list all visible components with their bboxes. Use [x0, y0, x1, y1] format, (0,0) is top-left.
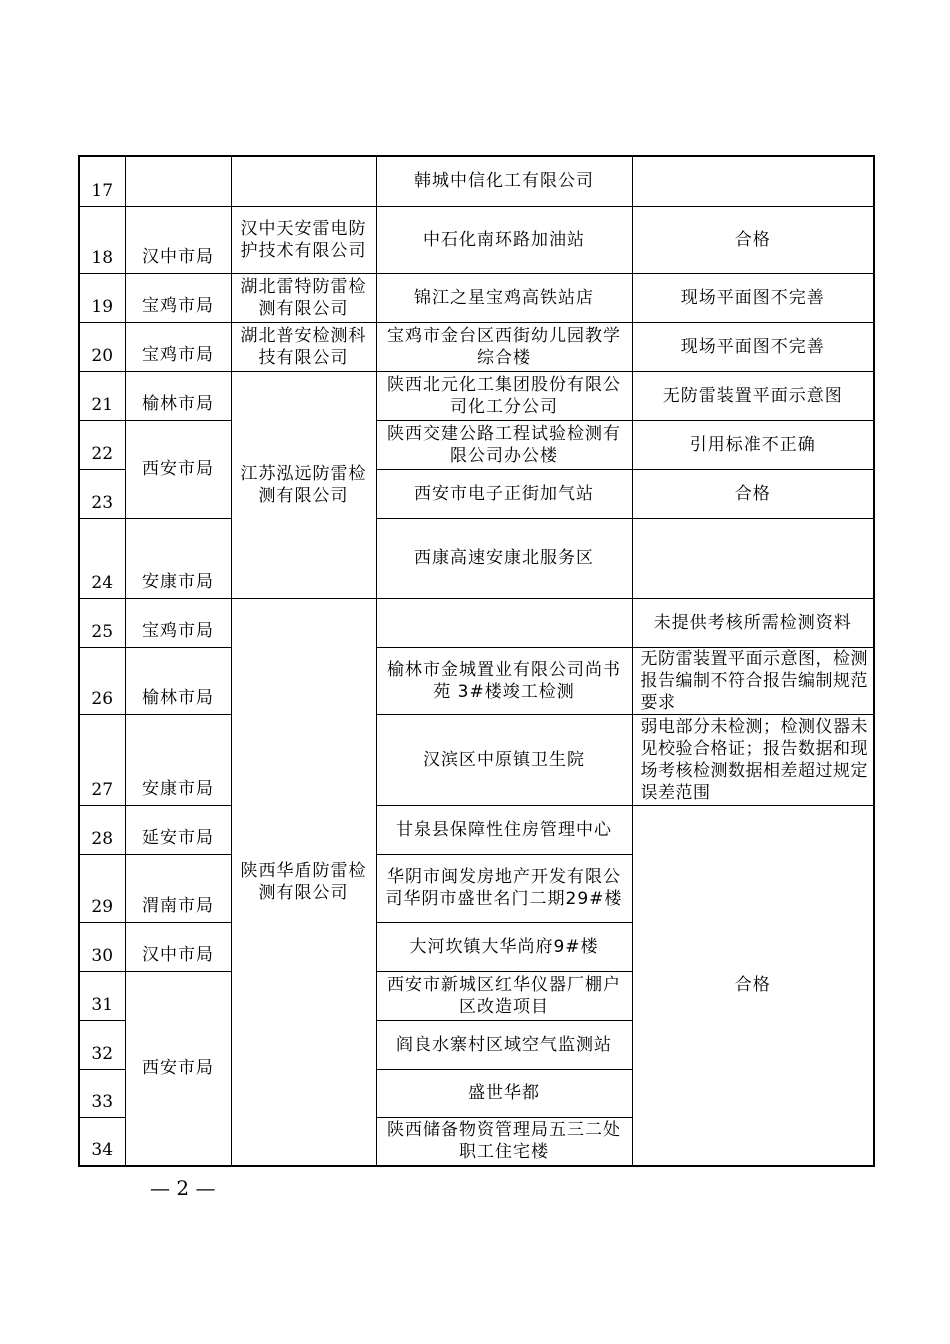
row-number: 32	[79, 1020, 125, 1069]
row-number: 34	[79, 1117, 125, 1166]
city-bureau-cell: 宝鸡市局	[125, 598, 231, 647]
table-row	[79, 598, 874, 647]
result-cell	[632, 156, 874, 206]
city-bureau-cell: 西安市局	[125, 420, 231, 518]
row-number: 21	[79, 371, 125, 420]
project-cell: 西安市新城区红华仪器厂棚户区改造项目	[376, 971, 632, 1020]
project-cell: 阎良水寨村区域空气监测站	[376, 1020, 632, 1069]
project-cell: 中石化南环路加油站	[376, 206, 632, 273]
inspection-table	[78, 155, 875, 1167]
row-number: 30	[79, 922, 125, 971]
row-number: 22	[79, 420, 125, 469]
table-row	[79, 322, 874, 371]
result-cell: 合格	[632, 206, 874, 273]
row-number: 26	[79, 647, 125, 714]
row-number: 18	[79, 206, 125, 273]
row-number: 23	[79, 469, 125, 518]
result-cell: 现场平面图不完善	[632, 322, 874, 371]
city-bureau-cell: 安康市局	[125, 714, 231, 805]
project-cell: 西康高速安康北服务区	[376, 518, 632, 598]
table-row	[79, 805, 874, 854]
city-bureau-cell: 延安市局	[125, 805, 231, 854]
project-cell: 陕西北元化工集团股份有限公司化工分公司	[376, 371, 632, 420]
city-bureau-cell: 宝鸡市局	[125, 273, 231, 322]
project-cell: 陕西储备物资管理局五三二处职工住宅楼	[376, 1117, 632, 1166]
result-cell: 无防雷装置平面示意图，检测报告编制不符合报告编制规范要求	[632, 647, 874, 714]
project-cell: 甘泉县保障性住房管理中心	[376, 805, 632, 854]
project-cell: 华阴市闽发房地产开发有限公司华阴市盛世名门二期29#楼	[376, 854, 632, 922]
project-cell: 西安市电子正街加气站	[376, 469, 632, 518]
result-cell	[632, 518, 874, 598]
city-bureau-cell: 宝鸡市局	[125, 322, 231, 371]
project-cell: 陕西交建公路工程试验检测有限公司办公楼	[376, 420, 632, 469]
result-cell: 引用标准不正确	[632, 420, 874, 469]
organization-cell: 湖北雷特防雷检测有限公司	[231, 273, 376, 322]
organization-cell: 汉中天安雷电防护技术有限公司	[231, 206, 376, 273]
result-cell: 无防雷装置平面示意图	[632, 371, 874, 420]
city-bureau-cell: 渭南市局	[125, 854, 231, 922]
page-number: — 2 —	[150, 1176, 216, 1200]
city-bureau-cell: 榆林市局	[125, 647, 231, 714]
table-row	[79, 371, 874, 420]
row-number: 25	[79, 598, 125, 647]
result-cell: 弱电部分未检测；检测仪器未见校验合格证；报告数据和现场考核检测数据相差超过规定误差范围	[632, 714, 874, 805]
row-number: 33	[79, 1069, 125, 1117]
row-number: 24	[79, 518, 125, 598]
row-number: 29	[79, 854, 125, 922]
city-bureau-cell: 西安市局	[125, 971, 231, 1166]
table-row	[79, 273, 874, 322]
project-cell: 宝鸡市金台区西街幼儿园教学综合楼	[376, 322, 632, 371]
table-row	[79, 420, 874, 469]
project-cell: 榆林市金城置业有限公司尚书苑 3#楼竣工检测	[376, 647, 632, 714]
table-row	[79, 647, 874, 714]
result-cell: 合格	[632, 805, 874, 1166]
organization-cell: 江苏泓远防雷检测有限公司	[231, 371, 376, 598]
city-bureau-cell: 安康市局	[125, 518, 231, 598]
row-number: 31	[79, 971, 125, 1020]
project-cell: 锦江之星宝鸡高铁站店	[376, 273, 632, 322]
city-bureau-cell	[125, 156, 231, 206]
organization-cell: 湖北普安检测科技有限公司	[231, 322, 376, 371]
row-number: 17	[79, 156, 125, 206]
project-cell: 大河坎镇大华尚府9#楼	[376, 922, 632, 971]
row-number: 27	[79, 714, 125, 805]
table-row	[79, 714, 874, 805]
organization-cell: 陕西华盾防雷检测有限公司	[231, 598, 376, 1166]
table-row	[79, 156, 874, 206]
project-cell: 韩城中信化工有限公司	[376, 156, 632, 206]
row-number: 19	[79, 273, 125, 322]
table-row	[79, 518, 874, 598]
table-row	[79, 206, 874, 273]
city-bureau-cell: 汉中市局	[125, 922, 231, 971]
result-cell: 合格	[632, 469, 874, 518]
city-bureau-cell: 汉中市局	[125, 206, 231, 273]
row-number: 20	[79, 322, 125, 371]
project-cell: 汉滨区中原镇卫生院	[376, 714, 632, 805]
row-number: 28	[79, 805, 125, 854]
project-cell: 盛世华都	[376, 1069, 632, 1117]
result-cell: 现场平面图不完善	[632, 273, 874, 322]
project-cell	[376, 598, 632, 647]
city-bureau-cell: 榆林市局	[125, 371, 231, 420]
result-cell: 未提供考核所需检测资料	[632, 598, 874, 647]
organization-cell	[231, 156, 376, 206]
